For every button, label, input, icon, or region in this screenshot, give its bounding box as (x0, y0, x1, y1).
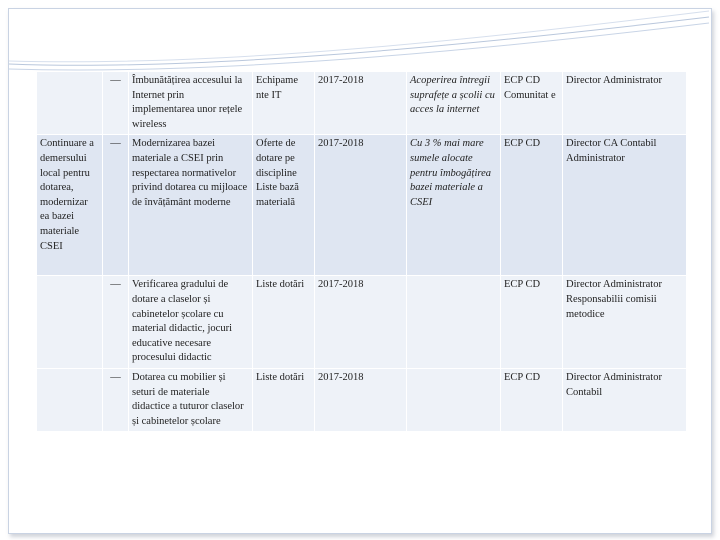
indicators-cell (407, 368, 501, 431)
table-row (37, 135, 687, 276)
term-cell: 2017-2018 (315, 368, 407, 431)
responsible-cell: ECP CD (501, 368, 563, 431)
table-row (37, 72, 687, 135)
owner-cell: Director Administrator Contabil (563, 368, 687, 431)
indicators-cell (407, 276, 501, 369)
resources-cell: Liste dotări (253, 368, 315, 431)
owner-cell: Director Administrator (563, 72, 687, 135)
table-row (37, 368, 687, 431)
dash-cell: — (103, 72, 129, 135)
action-cell: Îmbunătățirea accesului la Internet prin implementarea unor rețele wireless (129, 72, 253, 135)
responsible-cell: ECP CD Comunitat e (501, 72, 563, 135)
responsible-cell: ECP CD (501, 135, 563, 276)
action-cell: Dotarea cu mobilier și seturi de materiale didactice a tuturor claselor și cabinetelor școlare (129, 368, 253, 431)
resources-cell: Liste dotări (253, 276, 315, 369)
objective-cell (37, 368, 103, 431)
resources-cell: Oferte de dotare pe discipline Liste bază materială (253, 135, 315, 276)
action-plan-table (36, 71, 687, 432)
term-cell: 2017-2018 (315, 72, 407, 135)
table-row (37, 276, 687, 369)
dash-cell: — (103, 276, 129, 369)
objective-cell (37, 276, 103, 369)
responsible-cell: ECP CD (501, 276, 563, 369)
owner-cell: Director Administrator Responsabilii comisii metodice (563, 276, 687, 369)
dash-cell: — (103, 135, 129, 276)
indicators-cell: Cu 3 % mai mare sumele alocate pentru îmbogățirea bazei materiale a CSEI (407, 135, 501, 276)
decorative-swoosh (9, 9, 711, 79)
owner-cell: Director CA Contabil Administrator (563, 135, 687, 276)
indicators-cell: Acoperirea întregii suprafețe a școlii cu acces la internet (407, 72, 501, 135)
resources-cell: Echipame nte IT (253, 72, 315, 135)
action-cell: Modernizarea bazei materiale a CSEI prin respectarea normativelor privind dotarea cu mijloace de învățământ moderne (129, 135, 253, 276)
dash-cell: — (103, 368, 129, 431)
action-cell: Verificarea gradului de dotare a claselor și cabinetelor școlare cu material didactic, jocuri educative necesare procesului didactic (129, 276, 253, 369)
objective-cell (37, 72, 103, 135)
objective-cell: Continuare a demersului local pentru dotarea, modernizar ea bazei materiale CSEI (37, 135, 103, 276)
term-cell: 2017-2018 (315, 135, 407, 276)
term-cell: 2017-2018 (315, 276, 407, 369)
